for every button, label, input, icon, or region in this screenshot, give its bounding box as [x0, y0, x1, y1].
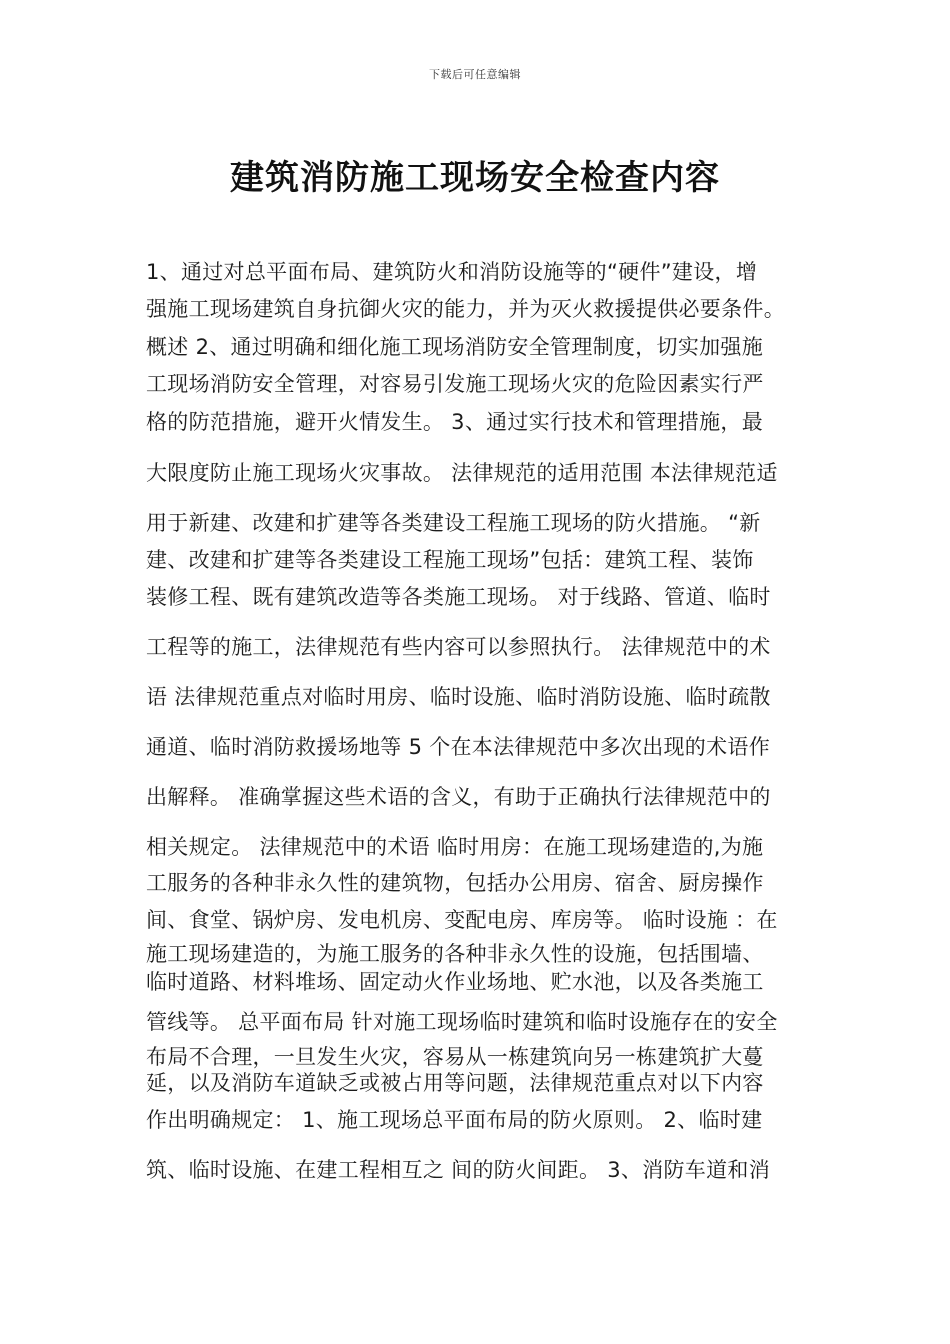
body-line: 通道、临时消防救援场地等 5 个在本法律规范中多次出现的术语作 [146, 735, 771, 759]
body-line: 概述 2、通过明确和细化施工现场消防安全管理制度，切实加强施 [146, 335, 764, 359]
body-line: 间、食堂、锅炉房、发电机房、变配电房、库房等。 临时设施 ：在 [146, 908, 778, 932]
body-line: 施工现场建造的，为施工服务的各种非永久性的设施，包括围墙、 [146, 942, 764, 966]
body-line: 强施工现场建筑自身抗御火灾的能力，并为灭火救援提供必要条件。 [146, 297, 785, 321]
body-line: 1、通过对总平面布局、建筑防火和消防设施等的“硬件”建设，增 [146, 260, 758, 284]
body-line: 作出明确规定： 1、施工现场总平面布局的防火原则。 2、临时建 [146, 1108, 763, 1132]
document-title: 建筑消防施工现场安全检查内容 [230, 158, 720, 198]
body-line: 出解释。 准确掌握这些术语的含义，有助于正确执行法律规范中的 [146, 785, 771, 809]
body-line: 语 法律规范重点对临时用房、临时设施、临时消防设施、临时疏散 [146, 685, 771, 709]
header-note: 下载后可任意编辑 [429, 68, 521, 81]
body-line: 大限度防止施工现场火灾事故。 法律规范的适用范围 本法律规范适 [146, 461, 778, 485]
body-line: 相关规定。 法律规范中的术语 临时用房：在施工现场建造的,为施 [146, 835, 764, 859]
body-line: 装修工程、既有建筑改造等各类施工现场。 对于线路、管道、临时 [146, 585, 771, 609]
body-line: 工现场消防安全管理，对容易引发施工现场火灾的危险因素实行严 [146, 372, 764, 396]
body-line: 工程等的施工，法律规范有些内容可以参照执行。 法律规范中的术 [146, 635, 771, 659]
body-line: 筑、临时设施、在建工程相互之 间的防火间距。 3、消防车道和消 [146, 1158, 771, 1182]
body-line: 布局不合理，一旦发生火灾，容易从一栋建筑向另一栋建筑扩大蔓 [146, 1045, 764, 1069]
body-line: 临时道路、材料堆场、固定动火作业场地、贮水池，以及各类施工 [146, 970, 764, 994]
body-line: 管线等。 总平面布局 针对施工现场临时建筑和临时设施存在的安全 [146, 1010, 778, 1034]
body-line: 用于新建、改建和扩建等各类建设工程施工现场的防火措施。 “新 [146, 511, 761, 535]
body-line: 格的防范措施，避开火情发生。 3、通过实行技术和管理措施，最 [146, 410, 764, 434]
body-line: 建、改建和扩建等各类建设工程施工现场”包括：建筑工程、装饰 [146, 548, 754, 572]
body-line: 工服务的各种非永久性的建筑物，包括办公用房、宿舍、厨房操作 [146, 871, 764, 895]
body-line: 延，以及消防车道缺乏或被占用等问题，法律规范重点对以下内容 [146, 1071, 764, 1095]
